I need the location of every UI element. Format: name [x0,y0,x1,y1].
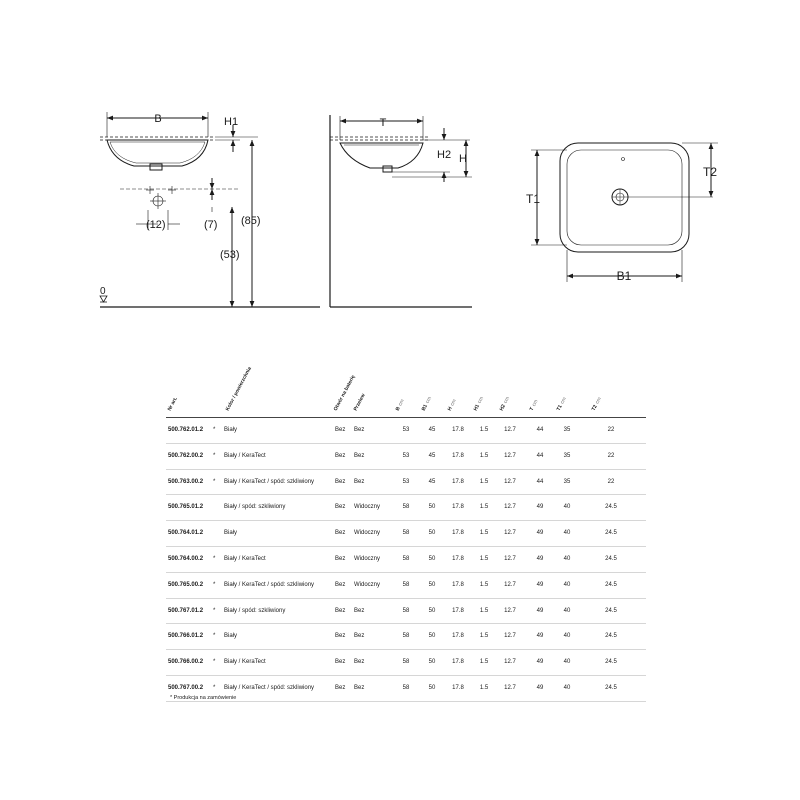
cell-T: 49 [536,504,544,511]
cell-color: Biały [224,530,238,537]
cell-H: 17.8 [452,478,464,485]
cell-T2: 24.5 [605,607,617,614]
col-header-przelew: Przelew [352,392,367,412]
cell-T1: 40 [563,607,571,614]
cell-H2: 12.7 [504,633,516,640]
cell-T1: 40 [563,581,571,588]
cell-B1: 50 [428,581,436,588]
cell-H: 17.8 [452,659,464,666]
label-T: T [379,117,387,129]
cell-H2: 12.7 [504,452,516,459]
cell-color: Biały / KeraTect [224,659,266,666]
cell-B: 53 [402,452,410,459]
cell-star: * [213,633,216,640]
cell-T2: 24.5 [605,659,617,666]
cell-T: 49 [536,530,544,537]
cell-art: 500.764.00.2 [168,555,204,562]
cell-color: Biały [224,633,238,640]
cell-B1: 50 [428,684,436,691]
col-header-H2: H2cm [498,395,512,412]
table-row [166,495,646,521]
specification-table [166,360,646,702]
cell-otwor: Bez [335,581,346,588]
cell-B1: 50 [428,659,436,666]
cell-T: 49 [536,607,544,614]
cell-H1: 1.5 [479,504,489,511]
label-T1: T1 [526,192,541,206]
cell-color: Biały / KeraTect / spód: szkliwiony [224,581,315,588]
cell-otwor: Bez [335,633,346,640]
cell-T1: 40 [563,684,571,691]
label-53: (53) [220,249,240,261]
cell-art: 500.765.01.2 [168,504,204,511]
cell-H2: 12.7 [504,504,516,511]
cell-B1: 50 [428,555,436,562]
cell-przelew: Bez [354,452,365,459]
cell-B: 58 [402,504,410,511]
cell-color: Biały / KeraTect [224,452,266,459]
cell-color: Biały / KeraTect / spód: szkliwiony [224,478,315,485]
footnote: * Produkcja na zamówienie [170,695,237,701]
cell-przelew: Bez [354,478,365,485]
cell-przelew: Widoczny [354,504,381,511]
table-row [166,624,646,650]
cell-H1: 1.5 [479,427,489,433]
cell-H2: 12.7 [504,659,516,666]
table-body [166,418,646,702]
cell-H2: 12.7 [504,530,516,537]
col-header-B1: B1cm [420,395,434,412]
cell-B: 58 [402,530,410,537]
cell-color: Biały / spód: szkliwiony [224,607,286,614]
col-header-otwor: Otwór na baterię [332,374,357,412]
col-header-T: Tcm [528,398,540,412]
table-row [166,521,646,547]
cell-star: * [213,684,216,691]
cell-T1: 40 [563,530,571,537]
cell-H: 17.8 [452,633,464,640]
top-view-drawing [531,143,718,282]
cell-star: * [213,659,216,666]
cell-H2: 12.7 [504,581,516,588]
cell-H: 17.8 [452,555,464,562]
cell-B1: 50 [428,530,436,537]
cell-H2: 12.7 [504,555,516,562]
table-row [166,599,646,625]
cell-star: * [213,555,216,562]
col-header-H: Hcm [446,398,458,412]
cell-T1: 40 [563,555,571,562]
cell-art: 500.765.00.2 [168,581,204,588]
cell-color: Biały [224,427,238,433]
cell-otwor: Bez [335,607,346,614]
label-12: (12) [146,219,166,231]
cell-art: 500.763.00.2 [168,478,204,485]
cell-otwor: Bez [335,504,346,511]
cell-star: * [213,581,216,588]
table-header [166,360,646,418]
label-B1: B1 [616,269,632,283]
table-row [166,444,646,470]
label-B: B [154,113,162,125]
cell-color: Biały / KeraTect / spód: szkliwiony [224,684,315,691]
cell-T2: 22 [607,452,615,459]
cell-H1: 1.5 [479,530,489,537]
cell-otwor: Bez [335,555,346,562]
cell-B: 53 [402,478,410,485]
cell-T: 49 [536,633,544,640]
cell-T2: 24.5 [605,530,617,537]
cell-T1: 40 [563,504,571,511]
cell-H1: 1.5 [479,684,489,691]
cell-H: 17.8 [452,530,464,537]
cell-T1: 35 [563,427,571,433]
cell-H2: 12.7 [504,478,516,485]
label-zero: 0 [100,286,106,297]
cell-B1: 50 [428,633,436,640]
cell-T: 44 [536,478,544,485]
cell-T1: 35 [563,452,571,459]
table-row [166,418,646,444]
cell-H: 17.8 [452,452,464,459]
table-row [166,676,646,702]
cell-star: * [213,607,216,614]
cell-H: 17.8 [452,504,464,511]
label-7: (7) [204,219,218,231]
front-view-drawing [100,112,320,307]
cell-T2: 24.5 [605,555,617,562]
cell-T: 44 [536,452,544,459]
cell-H1: 1.5 [479,452,489,459]
cell-star: * [213,427,216,433]
cell-T: 49 [536,555,544,562]
cell-H2: 12.7 [504,607,516,614]
cell-przelew: Widoczny [354,581,381,588]
label-85: (85) [241,215,261,227]
cell-art: 500.766.00.2 [168,659,204,666]
cell-otwor: Bez [335,427,346,433]
cell-art: 500.766.01.2 [168,633,204,640]
cell-T: 49 [536,659,544,666]
cell-T: 44 [536,427,544,433]
cell-B: 58 [402,581,410,588]
cell-B: 53 [402,427,410,433]
cell-H: 17.8 [452,427,464,433]
table-row [166,573,646,599]
col-header-color: Kolor / powierzchnia [224,366,253,412]
cell-T2: 24.5 [605,633,617,640]
cell-T: 49 [536,581,544,588]
cell-T2: 24.5 [605,504,617,511]
cell-B1: 45 [428,478,436,485]
cell-otwor: Bez [335,530,346,537]
col-header-H1: H1cm [472,395,486,412]
cell-T2: 22 [607,478,615,485]
cell-art: 500.767.01.2 [168,607,204,614]
cell-H: 17.8 [452,684,464,691]
cell-art: 500.762.00.2 [168,452,204,459]
cell-B1: 45 [428,427,436,433]
cell-art: 500.767.00.2 [168,684,204,691]
cell-star: * [213,452,216,459]
cell-otwor: Bez [335,452,346,459]
label-H2: H2 [437,149,452,161]
cell-B: 58 [402,607,410,614]
col-header-T2: T2cm [590,396,603,412]
cell-art: 500.762.01.2 [168,427,204,433]
cell-T1: 40 [563,633,571,640]
cell-H1: 1.5 [479,633,489,640]
cell-B1: 45 [428,452,436,459]
cell-H: 17.8 [452,581,464,588]
cell-T: 49 [536,684,544,691]
cell-T2: 24.5 [605,684,617,691]
col-header-T1: T1cm [555,396,568,412]
table-row [166,650,646,676]
cell-otwor: Bez [335,684,346,691]
cell-art: 500.764.01.2 [168,530,204,537]
side-view-drawing [330,115,472,307]
cell-H: 17.8 [452,607,464,614]
cell-T1: 40 [563,659,571,666]
cell-przelew: Bez [354,659,365,666]
cell-H1: 1.5 [479,607,489,614]
cell-przelew: Widoczny [354,555,381,562]
col-header-B: Bcm [394,398,406,412]
cell-B1: 50 [428,504,436,511]
cell-H2: 12.7 [504,684,516,691]
table-row [166,547,646,573]
label-H1: H1 [224,116,239,128]
technical-drawings [0,0,800,330]
table-row [166,470,646,496]
cell-B: 58 [402,659,410,666]
cell-H1: 1.5 [479,555,489,562]
cell-otwor: Bez [335,478,346,485]
col-header-art: Nr art. [166,396,179,412]
cell-star: * [213,478,216,485]
cell-przelew: Bez [354,427,365,433]
cell-color: Biały / KeraTect [224,555,266,562]
cell-H1: 1.5 [479,659,489,666]
cell-B: 58 [402,633,410,640]
cell-H2: 12.7 [504,427,516,433]
cell-przelew: Bez [354,633,365,640]
cell-otwor: Bez [335,659,346,666]
cell-przelew: Bez [354,607,365,614]
cell-color: Biały / spód: szkliwiony [224,504,286,511]
cell-przelew: Widoczny [354,530,381,537]
cell-H1: 1.5 [479,581,489,588]
cell-B1: 50 [428,607,436,614]
label-T2: T2 [703,165,718,179]
cell-T2: 24.5 [605,581,617,588]
cell-H1: 1.5 [479,478,489,485]
cell-B: 58 [402,555,410,562]
cell-T2: 22 [607,427,615,433]
cell-T1: 35 [563,478,571,485]
label-H: H [459,153,467,165]
cell-przelew: Bez [354,684,365,691]
cell-B: 58 [402,684,410,691]
